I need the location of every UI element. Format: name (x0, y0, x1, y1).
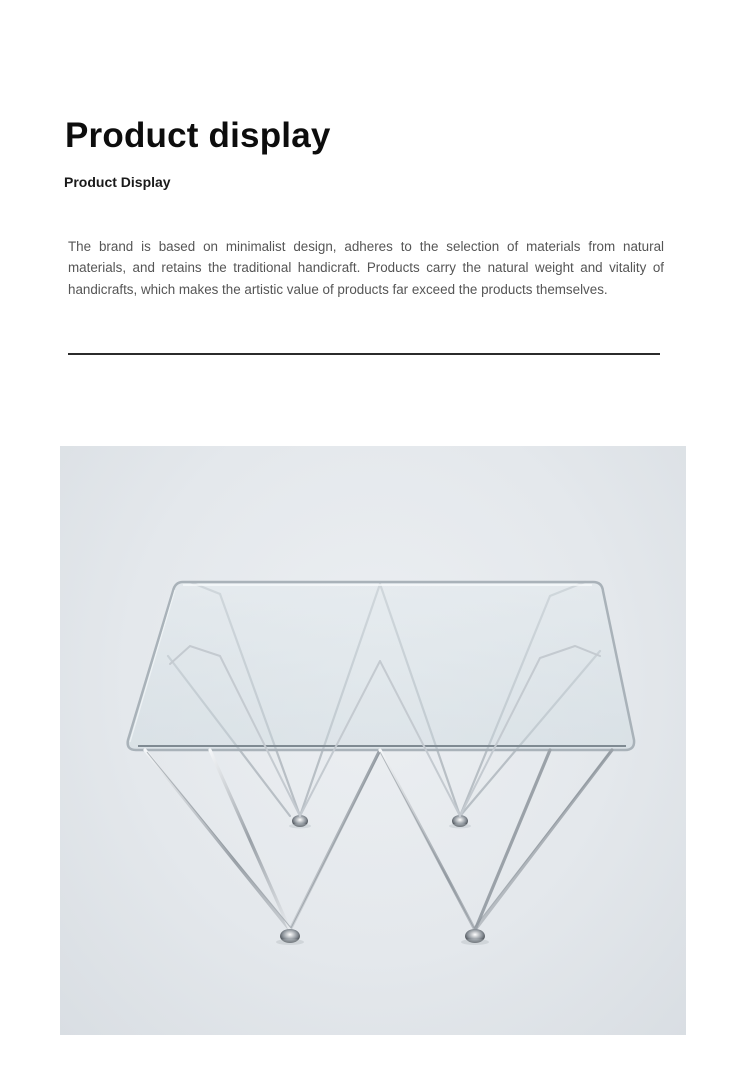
glass-coffee-table-icon (60, 446, 686, 1035)
brand-description: The brand is based on minimalist design, adheres to the selection of materials from natural materials, and retains the traditional handicraft. Products carry the natural weight and vitality of handicrafts, which makes the artistic value of products far exceed the products themselves. (68, 239, 664, 297)
section-divider (68, 353, 660, 355)
product-photo (60, 446, 686, 1035)
page-subtitle: Product Display (64, 174, 171, 190)
page-title: Product display (65, 116, 331, 155)
